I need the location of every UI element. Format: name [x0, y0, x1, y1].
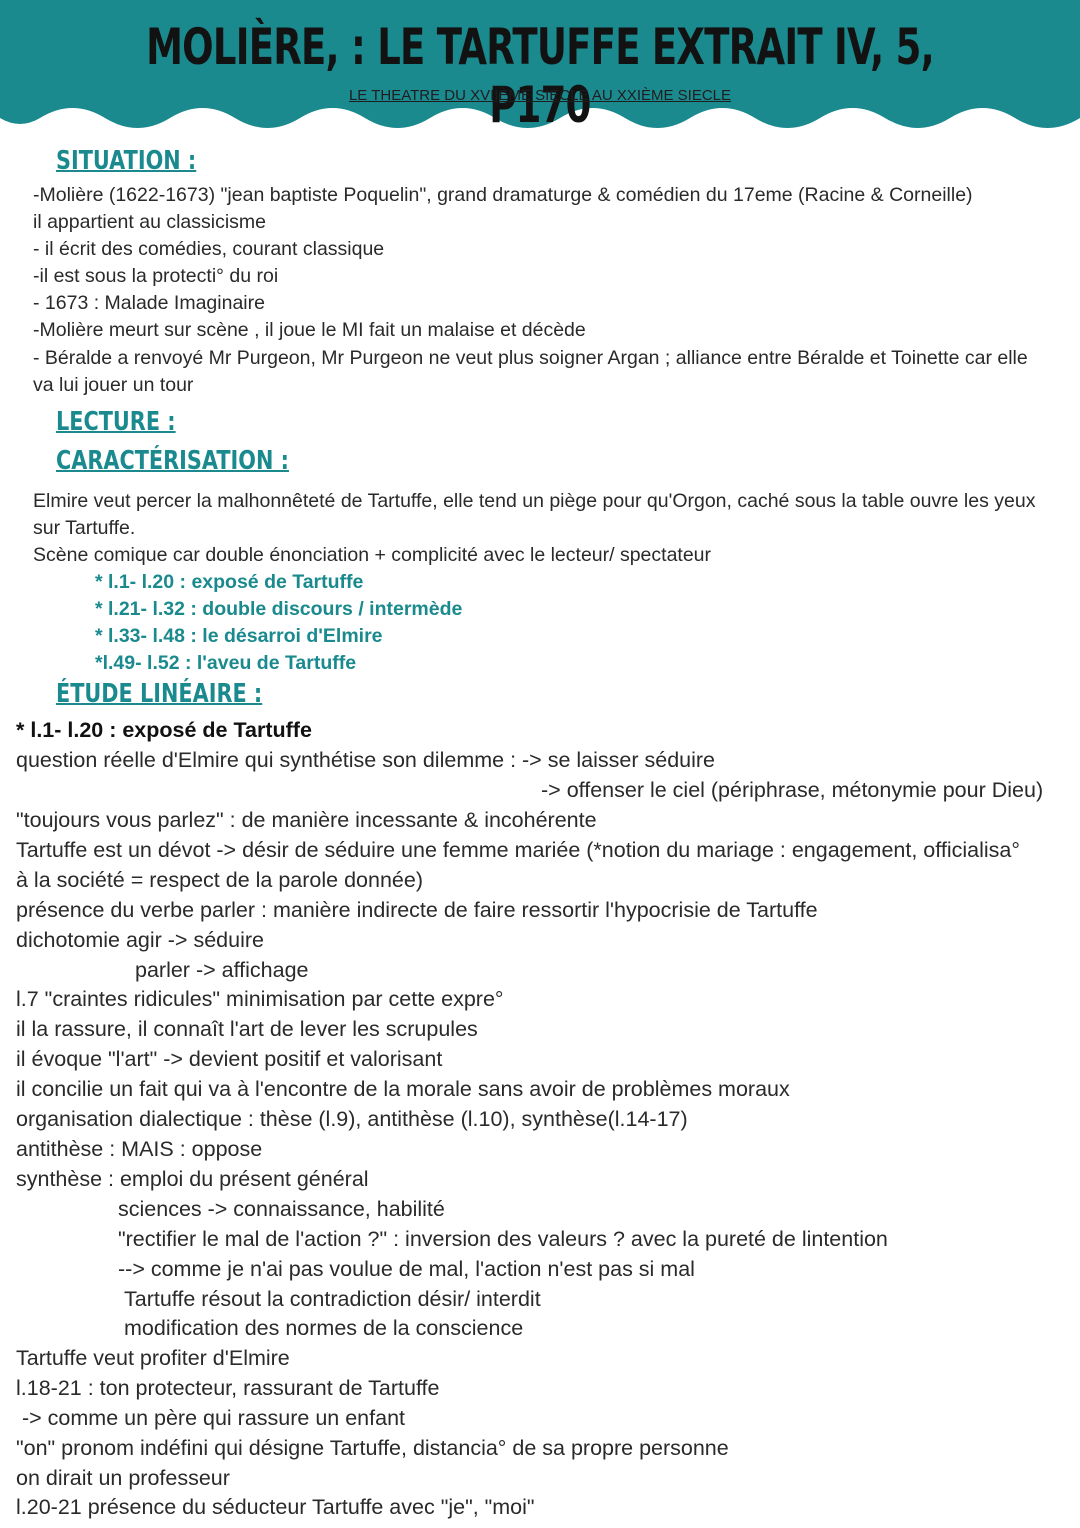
etude-line: l.18-21 : ton protecteur, rassurant de Tartuffe [16, 1376, 440, 1400]
etude-line: antithèse : MAIS : oppose [16, 1137, 263, 1161]
etude-line: --> comme je n'ai pas voulue de mal, l'action n'est pas si mal [118, 1257, 695, 1281]
etude-line: "on" pronom indéfini qui désigne Tartuffe, distancia° de sa propre personne [16, 1436, 729, 1460]
etude-line: il évoque "l'art" -> devient positif et valorisant [16, 1047, 443, 1071]
situation-line: - Béralde a renvoyé Mr Purgeon, Mr Purgeon ne veut plus soigner Argan ; alliance entre Béralde et Toinette car elle [33, 347, 1028, 369]
etude-line: -> offenser le ciel (périphrase, métonymie pour Dieu) [541, 778, 1044, 802]
situation-line: - 1673 : Malade Imaginaire [33, 292, 265, 314]
part-item: *l.49- l.52 : l'aveu de Tartuffe [95, 652, 357, 674]
part-item: * l.21- l.32 : double discours / intermède [95, 598, 463, 620]
page-subtitle: LE THEATRE DU XVIIÈME SIECLE AU XXIÈME SIECLE [348, 87, 732, 104]
etude-line: on dirait un professeur [16, 1466, 230, 1490]
etude-line: organisation dialectique : thèse (l.9), antithèse (l.10), synthèse(l.14-17) [16, 1107, 688, 1131]
etude-line: parler -> affichage [135, 958, 309, 982]
situation-line: - il écrit des comédies, courant classique [33, 238, 385, 260]
section-heading-caracterisation: CARACTÉRISATION : [56, 446, 289, 476]
etude-line: il concilie un fait qui va à l'encontre de la morale sans avoir de problèmes moraux [16, 1077, 790, 1101]
situation-line: va lui jouer un tour [33, 374, 194, 396]
header-banner [0, 0, 1080, 140]
section-heading-situation: SITUATION : [56, 146, 197, 176]
etude-line: il la rassure, il connaît l'art de lever les scrupules [16, 1017, 478, 1041]
etude-line: "rectifier le mal de l'action ?" : inversion des valeurs ? avec la pureté de lintention [118, 1227, 888, 1251]
etude-line: Tartuffe veut profiter d'Elmire [16, 1346, 290, 1370]
etude-line: sciences -> connaissance, habilité [118, 1197, 445, 1221]
caracterisation-line: sur Tartuffe. [33, 517, 136, 539]
etude-subheading: * l.1- l.20 : exposé de Tartuffe [16, 718, 312, 742]
caracterisation-line: Scène comique car double énonciation + complicité avec le lecteur/ spectateur [33, 544, 712, 566]
etude-line: présence du verbe parler : manière indirecte de faire ressortir l'hypocrisie de Tartuffe [16, 898, 818, 922]
part-item: * l.1- l.20 : exposé de Tartuffe [95, 571, 364, 593]
situation-line: -Molière meurt sur scène , il joue le MI fait un malaise et décède [33, 319, 586, 341]
etude-line: l.7 "craintes ridicules" minimisation par cette expre° [16, 987, 504, 1011]
etude-line: Tartuffe est un dévot -> désir de séduire une femme mariée (*notion du mariage : engagement, officialisa° [16, 838, 1020, 862]
etude-line: à la société = respect de la parole donnée) [16, 868, 423, 892]
section-heading-etude-lineaire: ÉTUDE LINÉAIRE : [56, 679, 263, 709]
etude-line: "toujours vous parlez" : de manière incessante & incohérente [16, 808, 597, 832]
situation-line: -Molière (1622-1673) "jean baptiste Poquelin", grand dramaturge & comédien du 17eme (Racine & Corneille) [33, 184, 973, 206]
etude-line: dichotomie agir -> séduire [16, 928, 264, 952]
etude-line: Tartuffe résout la contradiction désir/ interdit [124, 1287, 541, 1311]
etude-line: modification des normes de la conscience [124, 1316, 524, 1340]
etude-line: question réelle d'Elmire qui synthétise son dilemme : -> se laisser séduire [16, 748, 716, 772]
etude-line: l.20-21 présence du séducteur Tartuffe avec "je", "moi" [16, 1495, 535, 1519]
page-title: MOLIÈRE, : LE TARTUFFE EXTRAIT IV, 5, P170 [146, 18, 934, 134]
part-item: * l.33- l.48 : le désarroi d'Elmire [95, 625, 383, 647]
situation-line: il appartient au classicisme [33, 211, 267, 233]
situation-line: -il est sous la protecti° du roi [33, 265, 279, 287]
etude-line: -> comme un père qui rassure un enfant [16, 1406, 406, 1430]
etude-line: synthèse : emploi du présent général [16, 1167, 369, 1191]
caracterisation-line: Elmire veut percer la malhonnêteté de Tartuffe, elle tend un piège pour qu'Orgon, caché sous la table ouvre les yeux [33, 490, 1036, 512]
section-heading-lecture: LECTURE : [56, 407, 176, 437]
